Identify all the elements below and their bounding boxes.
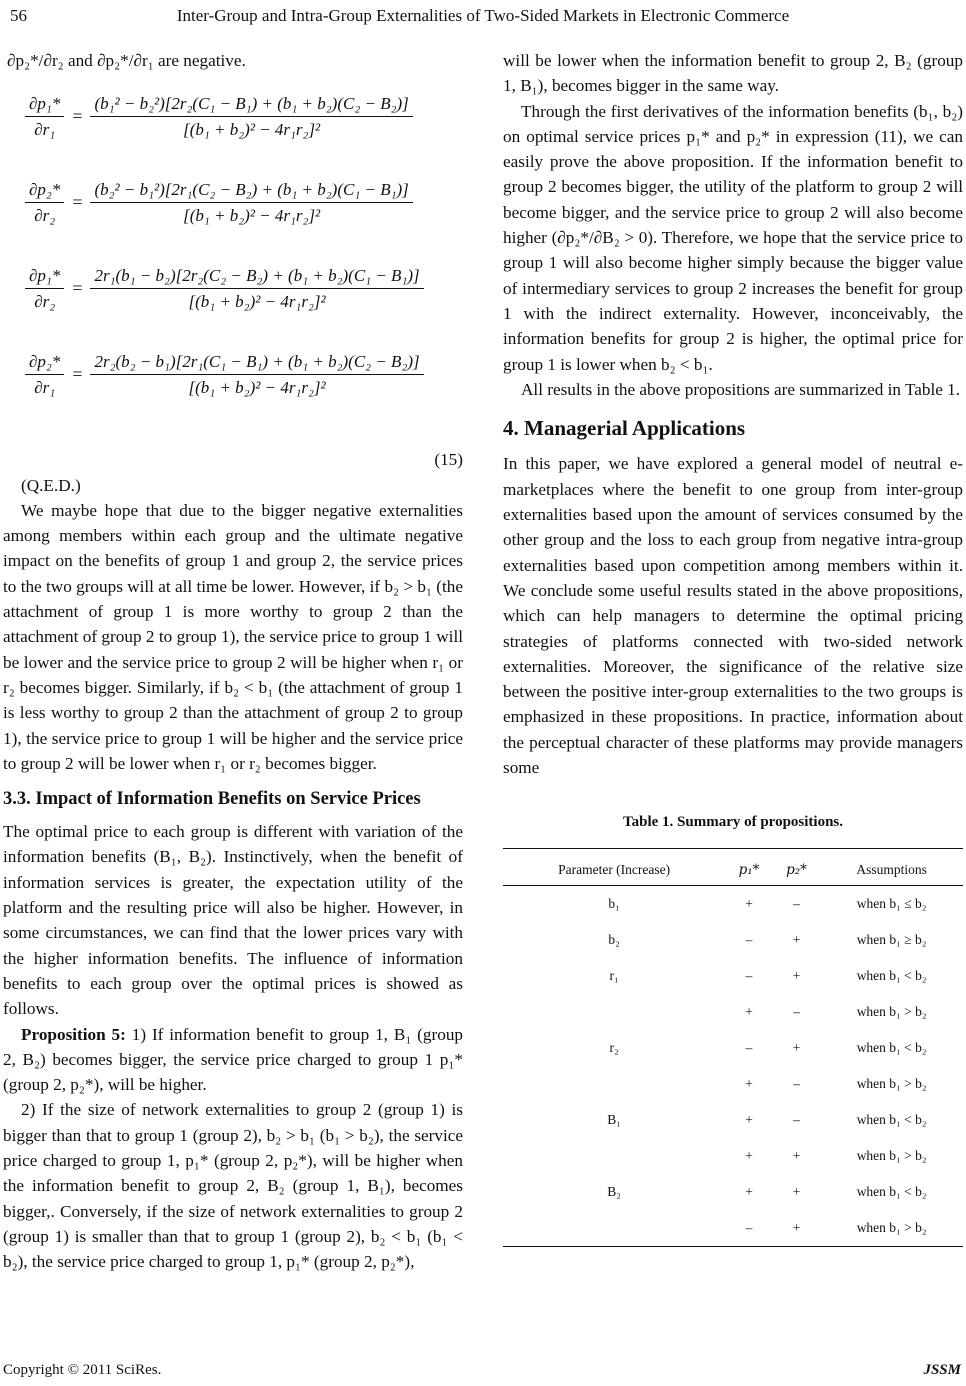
table-cell: +: [773, 1210, 821, 1247]
table-cell: +: [745, 1147, 753, 1163]
table-cell: when b₁ ≥ b₂: [856, 931, 927, 947]
table-cell: +: [745, 1111, 753, 1127]
table-cell: –: [745, 1039, 753, 1055]
page-number: 56: [10, 6, 27, 25]
table-cell: when b₁ > b₂: [856, 1075, 927, 1091]
table-cell: when b₁ > b₂: [820, 1210, 963, 1247]
paragraph: All results in the above propositions are summarized in Table 1.: [521, 379, 961, 399]
proposition-text: 1) If information benefit to group 1, B₁ (group 2, B₂) becomes bigger, the service price charged to group 1 p₁* (group 2, p₂*), will be higher.: [3, 1024, 464, 1095]
table-cell: when b₁ ≤ b₂: [856, 895, 927, 911]
eq-rhs-num: (b₁² − b₂²)[2r₂(C₁ − B₁) + (b₁ + b₂)(C₂ − B₂)]: [94, 93, 409, 113]
table-cell: +: [792, 967, 801, 983]
eq-lhs-num: ∂p₂*: [29, 351, 61, 371]
table-row: [503, 1066, 963, 1102]
table-row: [503, 1030, 963, 1066]
eq-lhs-den: ∂r₁: [34, 377, 56, 397]
paragraph: Through the first derivatives of the information benefits (b₁, b₂) on optimal service prices p₁* and p₂* in expression (11), we can easily prove the above proposition. If the information benefit to group 2 becomes bigger, the utility of the platform to group 2 will become bigger, and the service price to group 2 will also become higher (∂p₂*/∂B₂ > 0). Therefore, we hope that the service price to group 1 will also become higher simply because the bigger value of intermediary services to group 2 increases the benefit for group 1 with the indirect externality. However, inconceivably, the information benefits for group 2 is higher, the optimal price for group 1 is lower when b₂ < b₁.: [503, 101, 963, 374]
equation: $\frac{\text{∂p₁*}}{\text{∂r₁}}$ = $\frac{\text{(b₁² − b₂²)[2r₂(C₁ − B₁) + (b₁ + b₂)(C₂ − B₂)]}}{\text{[(b₁ + b₂)² − 4r₁r₂]²}}$: [3, 73, 463, 159]
table-row: [503, 994, 963, 1030]
page-header: [0, 6, 966, 36]
table-cell: +: [792, 931, 801, 947]
table-cell: r₁: [609, 967, 619, 983]
table-cell: when b₁ < b₂: [856, 1039, 927, 1055]
equation-block: [3, 73, 463, 443]
section-heading: 4. Managerial Applications: [503, 416, 746, 441]
paragraph: The optimal price to each group is different with variation of the information benefits (B₁, B₂). Instinctively, when the benefit of information services is greater, the expectation utility of the platform and the resulting price will also be higher. However, in some circumstances, we can find that the lower prices vary with the higher information benefits. The influence of information benefits to each group over the optimal prices is showed as follows.: [3, 822, 463, 1019]
eq-rhs-den: [(b₁ + b₂)² − 4r₁r₂]²: [188, 377, 326, 397]
proposition-label: Proposition 5:: [21, 1024, 126, 1044]
left-column: [3, 48, 463, 1275]
table-row: [503, 1174, 963, 1210]
table-cell: B₂: [607, 1183, 621, 1199]
eq-rhs-num: 2r₁(b₁ − b₂)[2r₂(C₂ − B₂) + (b₁ + b₂)(C₁ − B₁)]: [94, 265, 420, 285]
eq-lhs-num: ∂p₂*: [29, 179, 61, 199]
equation-number: (15): [434, 450, 463, 470]
table-cell: +: [792, 1039, 801, 1055]
table-cell: when b₁ > b₂: [856, 1003, 927, 1019]
table-cell: +: [745, 1075, 753, 1091]
eq-rhs-den: [(b₁ + b₂)² − 4r₁r₂]²: [183, 119, 321, 139]
table-cell: –: [745, 967, 753, 983]
table-cell: B₁: [607, 1111, 621, 1127]
table-cell: +: [792, 1183, 801, 1199]
right-column: [503, 48, 963, 1247]
table-cell: [503, 994, 725, 1030]
running-title: Inter-Group and Intra-Group Externalities of Two-Sided Markets in Electronic Commerce: [176, 6, 790, 25]
paragraph: will be lower when the information benefit to group 2, B₂ (group 1, B₁), becomes bigger in the same way.: [503, 51, 963, 96]
table-row: [503, 1138, 963, 1174]
table-cell: +: [745, 895, 753, 911]
table-cell: when b₁ > b₂: [856, 1147, 927, 1163]
equation: $\frac{\text{∂p₂*}}{\text{∂r₁}}$ = $\frac{\text{2r₂(b₂ − b₁)[2r₁(C₁ − B₁) + (b₁ + b₂)(C₂ − B₂)]}}{\text{[(b₁ + b₂)² − 4r₁r₂]²}}$: [3, 331, 463, 417]
table-cell: r₂: [609, 1039, 619, 1055]
table-cell: –: [745, 931, 753, 947]
table-cell: –: [793, 1075, 800, 1091]
top-line: ∂p₂*/∂r₂ and ∂p₂*/∂r₁ are negative.: [7, 51, 246, 70]
equation: $\frac{\text{∂p₂*}}{\text{∂r₂}}$ = $\frac{\text{(b₂² − b₁²)[2r₁(C₂ − B₂) + (b₁ + b₂)(C₁ − B₁)]}}{\text{[(b₁ + b₂)² − 4r₁r₂]²}}$: [3, 159, 463, 245]
table-cell: [503, 1138, 725, 1174]
table-row: [503, 1210, 963, 1247]
table-cell: +: [745, 1003, 753, 1019]
eq-rhs-den: [(b₁ + b₂)² − 4r₁r₂]²: [188, 291, 326, 311]
table-cell: –: [793, 895, 800, 911]
table-cell: [503, 1210, 725, 1247]
table-cell: when b₁ < b₂: [856, 1183, 927, 1199]
eq-lhs-num: ∂p₁*: [29, 265, 61, 285]
eq-lhs-num: ∂p₁*: [29, 93, 61, 113]
equation: $\frac{\text{∂p₁*}}{\text{∂r₂}}$ = $\frac{\text{2r₁(b₁ − b₂)[2r₂(C₂ − B₂) + (b₁ + b₂)(C₁ − B₁)]}}{\text{[(b₁ + b₂)² − 4r₁r₂]²}}$: [3, 245, 463, 331]
table-header: Parameter (Increase): [503, 848, 725, 885]
table-cell: b₁: [608, 895, 620, 911]
table-row: [503, 958, 963, 994]
eq-rhs-den: [(b₁ + b₂)² − 4r₁r₂]²: [183, 205, 321, 225]
table-cell: –: [793, 1111, 800, 1127]
table-row: [503, 885, 963, 922]
paragraph: In this paper, we have explored a general model of neutral e-marketplaces where the benefit to one group from inter-group externalities based upon the amount of services consumed by the other group and the loss to each group from negative intra-group externalities based upon competition among members within it. We conclude some useful results stated in the above propositions, which can help managers to determine the optimal pricing strategies of platforms connected with two-sided network externalities. Moreover, the significance of the relative size between the positive inter-group externalities to the two groups is emphasized in these propositions. In practice, information about the perceptual character of these platforms may provide managers some: [503, 454, 963, 778]
copyright: Copyright © 2011 SciRes.: [3, 1362, 162, 1378]
eq-lhs-den: ∂r₁: [34, 119, 56, 139]
table-cell: when b₁ < b₂: [856, 1111, 927, 1127]
table-cell: +: [745, 1183, 753, 1199]
proposition: [3, 1022, 463, 1098]
table-cell: when b₁ < b₂: [856, 967, 927, 983]
qed: (Q.E.D.): [21, 475, 81, 495]
table-header: Assumptions: [820, 848, 963, 885]
eq-rhs-num: 2r₂(b₂ − b₁)[2r₁(C₁ − B₁) + (b₁ + b₂)(C₂ − B₂)]: [94, 351, 420, 371]
table-cell: +: [792, 1147, 801, 1163]
table-header: p₂*: [773, 848, 821, 885]
paragraph: We maybe hope that due to the bigger negative externalities among members within each group and the ultimate negative impact on the benefits of group 1 and group 2, the service prices to the two groups will at all time be lower. However, if b₂ > b₁ (the attachment of group 1 is more worthy to group 2 than the attachment of group 2 to group 1), the service price to group 1 will be lower and the service price to group 2 will be higher when r₁ or r₂ becomes bigger. Similarly, if b₂ < b₁ (the attachment of group 1 is less worthy to group 2 than the attachment of group 2 to group 1), the service price to group 1 will be higher and the service price to group 2 will be lower when r₁ or r₂ becomes bigger.: [3, 500, 463, 773]
table-header: p₁*: [725, 848, 773, 885]
eq-lhs-den: ∂r₂: [34, 205, 56, 225]
journal-abbrev: JSSM: [923, 1362, 961, 1378]
table-row: [503, 922, 963, 958]
table-cell: b₂: [608, 931, 620, 947]
eq-lhs-den: ∂r₂: [34, 291, 56, 311]
table-cell: –: [725, 1210, 773, 1247]
table-row: [503, 1102, 963, 1138]
summary-table: [503, 848, 963, 1247]
proposition-part: 2) If the size of network externalities to group 2 (group 1) is bigger than that to group 1 (group 2), b₂ > b₁ (b₁ > b₂), the service price charged to group 1, p₁* (group 2, p₂*), will be higher when the information benefit to group 2, B₂ (group 1, B₁), becomes bigger,. Conversely, if the size of network externalities to group 2 (group 1) is smaller than that to group 1 (group 2), b₂ < b₁ (b₁ < b₂), the service price charged to group 1, p₁* (group 2, p₂*),: [3, 1100, 463, 1272]
section-heading: 3.3. Impact of Information Benefits on Service Prices: [3, 789, 421, 810]
table-caption: Table 1. Summary of propositions.: [622, 814, 844, 831]
table-cell: [503, 1066, 725, 1102]
eq-rhs-num: (b₂² − b₁²)[2r₁(C₂ − B₂) + (b₁ + b₂)(C₁ − B₁)]: [94, 179, 409, 199]
table-cell: –: [793, 1003, 800, 1019]
